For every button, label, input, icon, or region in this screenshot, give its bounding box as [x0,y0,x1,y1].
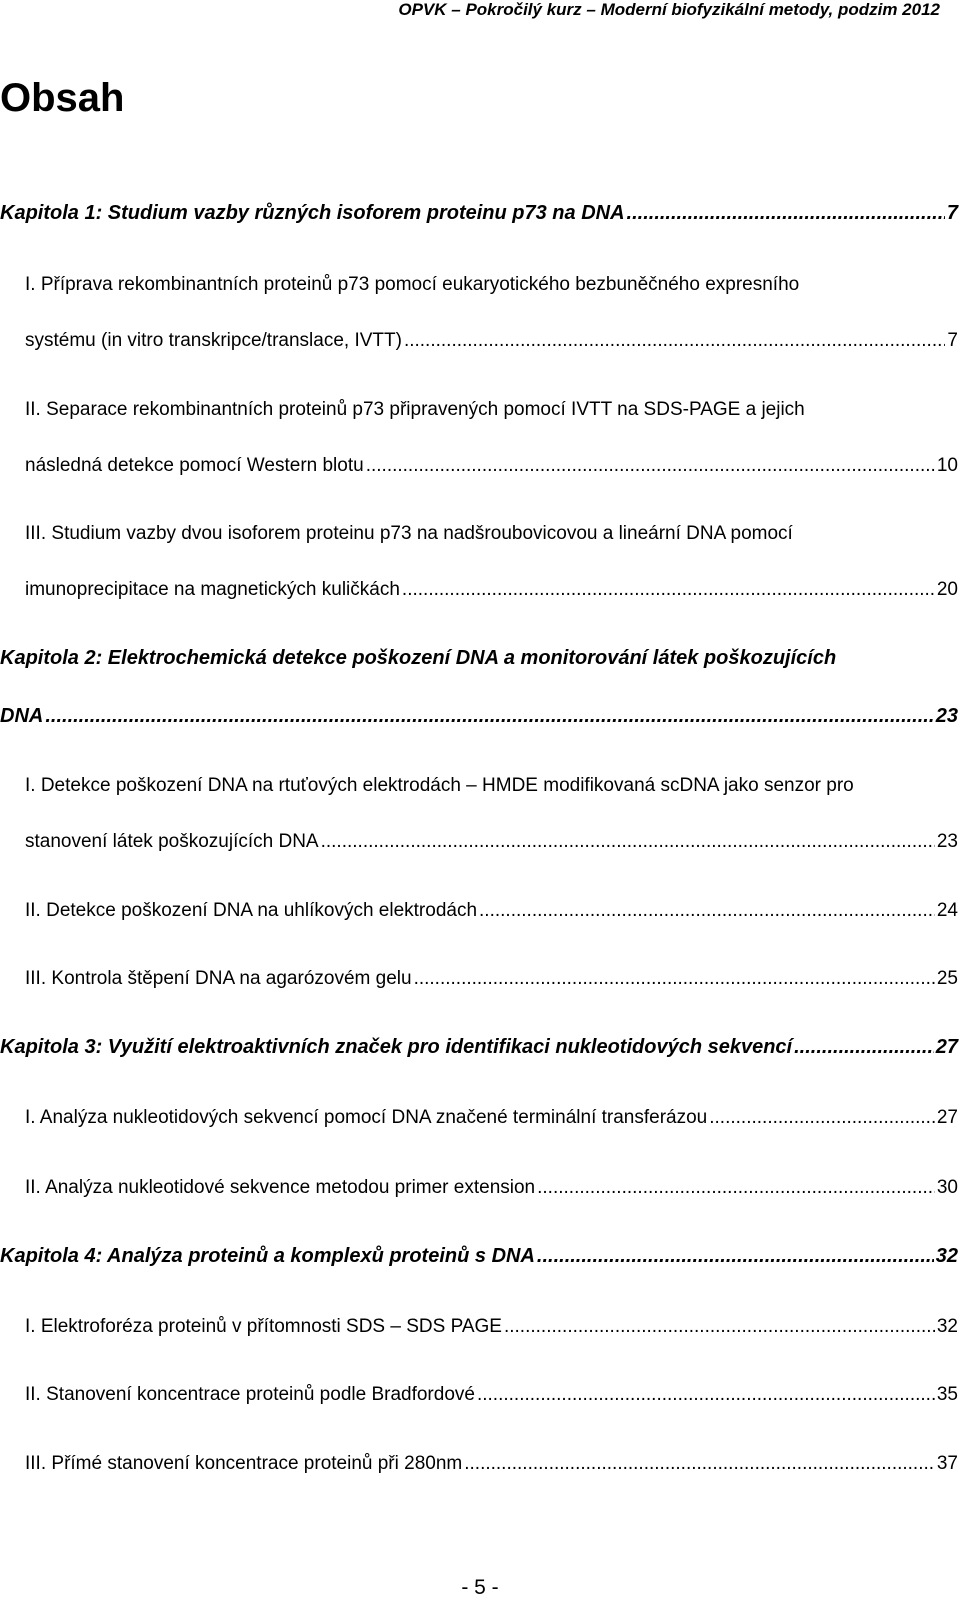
toc-entry-chapter-2-section-3[interactable] [25,966,958,992]
toc-entry-chapter-1[interactable] [0,200,958,226]
dot-leader [504,1314,935,1340]
toc-entry-label: Kapitola 4: Analýza proteinů a komplexů proteinů s DNA [0,1245,535,1267]
toc-entry-chapter-1-section-3-line-1[interactable] [25,521,958,547]
toc-entry-label: II. Detekce poškození DNA na uhlíkových elektrodách [25,900,478,921]
toc-page-number: 24 [936,900,958,921]
toc-entry-chapter-1-section-1[interactable] [25,328,958,354]
toc-entry-label: systému (in vitro transkripce/translace, IVTT) [25,330,402,351]
toc-entry-label: DNA [0,705,44,727]
toc-entry-label: Kapitola 2: Elektrochemická detekce poškození DNA a monitorování látek poškozujících [0,647,837,669]
toc-entry-label: II. Stanovení koncentrace proteinů podle Bradfordové [25,1384,475,1405]
toc-page-number: 27 [936,1107,958,1128]
dot-leader [45,703,933,729]
toc-entry-label: I. Analýza nukleotidových sekvencí pomocí DNA značené terminální transferázou [25,1107,708,1128]
toc-entry-chapter-4-section-2[interactable] [25,1382,958,1408]
toc-page-number: 30 [936,1177,958,1198]
toc-entry-label: I. Příprava rekombinantních proteinů p73 pomocí eukaryotického bezbuněčného expresního [25,274,800,295]
toc-page-number: 27 [935,1036,958,1058]
dot-leader [366,453,935,479]
dot-leader [464,1451,935,1477]
toc-entry-chapter-2-section-1[interactable] [25,829,958,855]
toc-page-number: 23 [936,831,958,852]
toc-entry-chapter-3[interactable] [0,1034,958,1060]
dot-leader [402,577,935,603]
dot-leader [414,966,935,992]
toc-entry-chapter-4[interactable] [0,1243,958,1269]
dot-leader [404,328,945,354]
toc-page-number: 37 [936,1453,958,1474]
toc-entry-label: stanovení látek poškozujících DNA [25,831,319,852]
dot-leader [537,1175,935,1201]
dot-leader [479,898,935,924]
toc-entry-label: II. Separace rekombinantních proteinů p73 připravených pomocí IVTT na SDS-PAGE a jejich [25,399,805,420]
toc-entry-chapter-1-section-2-line-1[interactable] [25,397,958,423]
dot-leader [794,1034,934,1060]
toc-entry-label: Kapitola 3: Využití elektroaktivních značek pro identifikaci nukleotidových sekvencí [0,1036,793,1058]
toc-entry-chapter-2-line-1[interactable] [0,645,958,671]
toc-page-number: 32 [936,1316,958,1337]
dot-leader [477,1382,935,1408]
toc-entry-label: imunoprecipitace na magnetických kuličkách [25,579,400,600]
toc-entry-label: III. Přímé stanovení koncentrace proteinů při 280nm [25,1453,463,1474]
dot-leader [537,1243,934,1269]
toc-page-number: 23 [935,705,958,727]
toc-page-number: 10 [936,455,958,476]
toc-entry-label: následná detekce pomocí Western blotu [25,455,364,476]
toc-entry-label: I. Detekce poškození DNA na rtuťových elektrodách – HMDE modifikovaná scDNA jako senzor pro [25,775,854,796]
toc-page-number: 7 [946,202,958,224]
toc-entry-chapter-3-section-2[interactable] [25,1175,958,1201]
toc-entry-chapter-3-section-1[interactable] [25,1105,958,1131]
toc-page-number: 20 [936,579,958,600]
toc-page-number: 7 [947,330,958,351]
toc-entry-chapter-1-section-1-line-1[interactable] [25,272,958,298]
page-title: Obsah [0,76,125,120]
toc-page-number: 32 [935,1245,958,1267]
toc-entry-label: III. Studium vazby dvou isoforem proteinu p73 na nadšroubovicovou a lineární DNA pomocí [25,523,793,544]
toc-page-number: 25 [936,968,958,989]
toc-entry-label: III. Kontrola štěpení DNA na agarózovém gelu [25,968,412,989]
toc-entry-label: Kapitola 1: Studium vazby různých isoforem proteinu p73 na DNA [0,202,625,224]
dot-leader [709,1105,935,1131]
dot-leader [321,829,935,855]
toc-entry-chapter-1-section-2[interactable] [25,453,958,479]
toc-entry-chapter-4-section-3[interactable] [25,1451,958,1477]
toc-entry-label: I. Elektroforéza proteinů v přítomnosti SDS – SDS PAGE [25,1316,502,1337]
running-header: OPVK – Pokročilý kurz – Moderní biofyzikální metody, podzim 2012 [398,0,940,19]
toc-entry-chapter-2[interactable] [0,703,958,729]
toc-entry-label: II. Analýza nukleotidové sekvence metodou primer extension [25,1177,536,1198]
dot-leader [627,200,945,226]
toc-entry-chapter-4-section-1[interactable] [25,1314,958,1340]
page-number-footer: - 5 - [461,1576,499,1599]
toc-entry-chapter-2-section-2[interactable] [25,898,958,924]
toc-entry-chapter-1-section-3[interactable] [25,577,958,603]
toc-entry-chapter-2-section-1-line-1[interactable] [25,773,958,799]
toc-page-number: 35 [936,1384,958,1405]
